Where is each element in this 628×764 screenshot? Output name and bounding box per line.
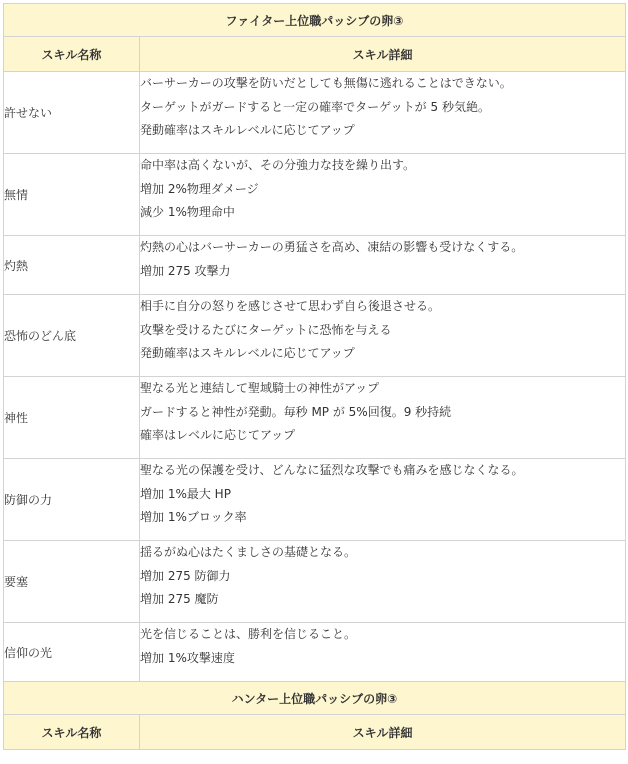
skill-detail: [140, 623, 626, 682]
skill-detail: [140, 154, 626, 236]
skill-detail-line: 聖なる光と連結して聖域騎士の神性がアップ: [140, 381, 380, 395]
skill-detail-line: 聖なる光の保護を受け、どんなに猛烈な攻撃でも痛みを感じなくなる。: [140, 463, 524, 477]
column-header-row: [4, 715, 626, 750]
skill-detail-line: ガードすると神性が発動。毎秒 MP が 5%回復。9 秒持続: [140, 404, 452, 419]
skill-name: 神性: [4, 377, 140, 459]
column-header-skill-detail: スキル詳細: [140, 37, 626, 72]
skill-detail-line: 相手に自分の怒りを感じさせて思わず自ら後退させる。: [140, 299, 441, 313]
skill-detail-line: 減少 1%物理命中: [140, 205, 235, 219]
skill-detail-line: 増加 1%最大 HP: [140, 486, 231, 501]
skill-detail-line: 増加 1%ブロック率: [140, 510, 247, 524]
skill-detail-line: 光を信じることは、勝利を信じること。: [140, 627, 357, 641]
skill-table-body: [4, 4, 626, 750]
skill-row: [4, 236, 626, 295]
skill-detail-line: 増加 1%攻撃速度: [140, 650, 235, 665]
skill-detail-line: 増加 2%物理ダメージ: [140, 181, 259, 196]
skill-detail-line: 攻撃を受けるたびにターゲットに恐怖を与える: [140, 322, 392, 337]
skill-row: [4, 623, 626, 682]
skill-row: [4, 154, 626, 236]
column-header-skill-name: スキル名称: [4, 715, 140, 750]
skill-detail-line: 増加 275 攻撃力: [140, 263, 231, 278]
skill-table: [3, 3, 626, 750]
skill-row: [4, 541, 626, 623]
skill-detail-line: 確率はレベルに応じてアップ: [140, 428, 296, 442]
skill-detail-line: ターゲットがガードすると一定の確率でターゲットが 5 秒気絶。: [140, 99, 490, 114]
skill-row: [4, 295, 626, 377]
section-title: ファイター上位職パッシブの卵③: [4, 4, 626, 37]
skill-name: 信仰の光: [4, 623, 140, 682]
skill-detail-line: 発動確率はスキルレベルに応じてアップ: [140, 346, 355, 360]
column-header-skill-detail: スキル詳細: [140, 715, 626, 750]
skill-name: 許せない: [4, 72, 140, 154]
skill-detail: [140, 541, 626, 623]
skill-row: [4, 72, 626, 154]
section-title-row: [4, 682, 626, 715]
column-header-skill-name: スキル名称: [4, 37, 140, 72]
skill-name: 灼熱: [4, 236, 140, 295]
skill-detail-line: 灼熱の心はバーサーカーの勇猛さを高め、凍結の影響も受けなくする。: [140, 240, 524, 254]
section-title-row: [4, 4, 626, 37]
skill-detail-line: 揺るがぬ心はたくましさの基礎となる。: [140, 545, 357, 559]
skill-detail: [140, 459, 626, 541]
skill-detail: [140, 236, 626, 295]
skill-name: 無情: [4, 154, 140, 236]
skill-name: 要塞: [4, 541, 140, 623]
skill-row: [4, 459, 626, 541]
section-title: ハンター上位職パッシブの卵③: [4, 682, 626, 715]
skill-detail-line: 増加 275 防御力: [140, 568, 231, 583]
skill-name: 防御の力: [4, 459, 140, 541]
skill-detail-line: 発動確率はスキルレベルに応じてアップ: [140, 123, 355, 137]
column-header-row: [4, 37, 626, 72]
skill-detail: [140, 295, 626, 377]
skill-detail-line: 増加 275 魔防: [140, 592, 219, 606]
skill-detail-line: 命中率は高くないが、その分強力な技を繰り出す。: [140, 158, 416, 172]
skill-detail: [140, 377, 626, 459]
skill-detail: [140, 72, 626, 154]
skill-row: [4, 377, 626, 459]
skill-name: 恐怖のどん底: [4, 295, 140, 377]
skill-detail-line: バーサーカーの攻撃を防いだとしても無傷に逃れることはできない。: [140, 76, 512, 90]
